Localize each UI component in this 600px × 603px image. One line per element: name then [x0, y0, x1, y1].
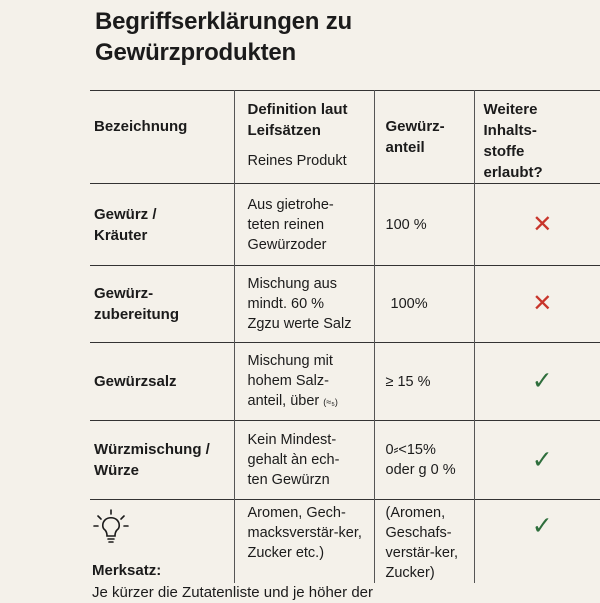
lightbulb-icon: [92, 508, 130, 550]
tip-text: Je kürzer die Zutatenliste und je höher der: [92, 584, 373, 601]
row-share: 100%: [390, 296, 428, 312]
definitions-table: [90, 90, 600, 583]
row-share: (Aromen, Geschafs-verstär-ker, Zucker): [385, 505, 459, 581]
table-header-row: [90, 91, 600, 184]
table-row: [90, 500, 600, 584]
check-icon: ✓: [531, 445, 553, 474]
cross-icon: ✕: [532, 210, 553, 238]
row-definition: Mischung aus mindt. 60 % Zgzu werte Salz: [247, 276, 352, 332]
table-row: [90, 421, 600, 500]
header-share: Gewürz-anteil: [374, 91, 474, 184]
row-definition: Kein Mindest-gehalt àn ech-ten Gewürzn: [247, 432, 340, 488]
row-name: Würzmischung / Würze: [94, 441, 210, 479]
row-name: Gewürz / Kräuter: [94, 205, 157, 244]
header-name: Bezeichnung: [94, 118, 188, 135]
header-definition: Definition laut Leifsätzen Reines Produkt: [234, 91, 374, 184]
row-share: ≥ 15 %: [385, 373, 431, 390]
tip-label: Merksatz:: [92, 562, 162, 579]
row-share: 100 %: [385, 216, 427, 233]
row-share: 0⸗<15% oder g 0 %: [385, 442, 456, 478]
check-icon: ✓: [531, 512, 553, 540]
row-name: Gewürzsalz: [94, 373, 177, 390]
table-row: [90, 343, 600, 421]
page-title: Begriffserklärungen zu Gewürzprodukten: [95, 8, 352, 66]
cross-icon: ✕: [532, 290, 553, 317]
row-definition: Aus gietrohe-teten reinen Gewürzoder: [247, 196, 334, 253]
header-other: Weitere Inhalts-stoffe erlaubt?: [474, 91, 600, 184]
row-name: Gewürz-zubereitung: [94, 285, 179, 323]
table-row: [90, 266, 600, 343]
row-definition: Mischung mit hohem Salz-anteil, über (≈₅): [247, 353, 338, 409]
check-icon: ✓: [531, 367, 553, 395]
row-definition: Aromen, Gech-macksverstär-ker, Zucker etc.): [247, 505, 362, 561]
table-row: [90, 184, 600, 266]
